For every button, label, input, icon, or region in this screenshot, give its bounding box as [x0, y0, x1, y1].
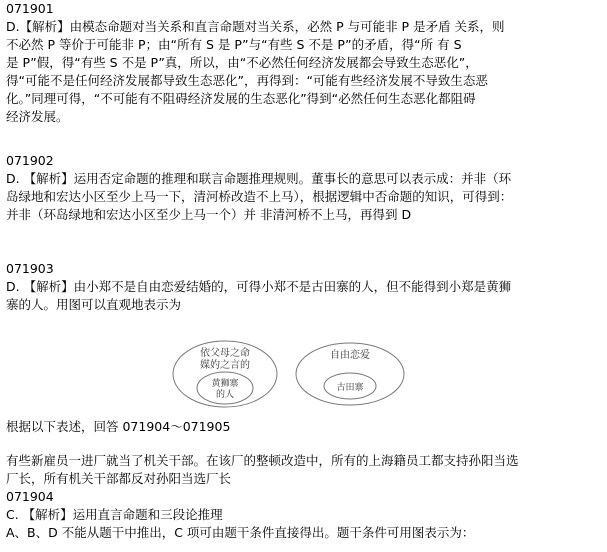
- question-id: 071904: [6, 489, 54, 504]
- huangshizhai-label: 黄狮寨: [211, 379, 239, 389]
- question-071901: [6, 0, 601, 126]
- answer-line: 岛绿地和宏达小区至少上马一下，清河桥改造不上马），根据逻辑中否命题的知识，可得到：: [6, 189, 513, 204]
- intro-line: 根据以下表述，回答 071904～071905: [6, 419, 231, 434]
- answer-line: 是 P”假，得“有些 S 不是 P”真，所以，由“不必然任何经济发展都会导致生态恶化”，: [6, 55, 478, 70]
- answer-line: 经济发展。: [6, 109, 69, 124]
- question-071904: [6, 488, 601, 542]
- answer-line: 寨的人。用图可以直观地表示为: [6, 297, 182, 312]
- free-love-label: 自由恋爱: [330, 350, 370, 361]
- answer-line: 化。”同理可得，“不可能有不阻碍经济发展的生态恶化”得到“必然任何生态恶化都阻碍: [6, 91, 476, 106]
- question-071902: [6, 152, 601, 224]
- gutianzhai-label: 古田寨: [336, 383, 364, 393]
- stem-line: 厂长，所有机关干部都反对孙阳当选厂长: [6, 471, 232, 486]
- answer-line: D.【解析】由模态命题对当关系和直言命题对当关系，必然 P 与可能非 P 是矛盾 关系，则: [6, 19, 505, 34]
- question-id: 071903: [6, 261, 54, 276]
- answer-line: A、B、D 不能从题干中推出，C 项可由题干条件直接得出。题干条件可用图表示为：: [6, 525, 475, 540]
- answer-line: C. 【解析】运用直言命题和三段论推理: [6, 507, 223, 522]
- set-diagram: [160, 340, 430, 410]
- parent-arranged-label: 依父母之命: [200, 348, 250, 359]
- question-id: 071902: [6, 153, 54, 168]
- question-071903: [6, 260, 601, 314]
- parent-arranged-label: 媒妁之言的: [200, 360, 250, 371]
- section-intro: [6, 418, 601, 436]
- answer-line: D. 【解析】运用否定命题的推理和联言命题推理规则。董事长的意思可以表示成：并非（环: [6, 171, 512, 186]
- answer-line: 得“可能不是任何经济发展都导致生态恶化”，再得到：“可能有些经济发展不导致生态恶: [6, 73, 488, 88]
- answer-line: D. 【解析】由小郑不是自由恋爱结婚的，可得小郑不是古田寨的人，但不能得到小郑是黄狮: [6, 279, 512, 294]
- stem-line: 有些新雇员一进厂就当了机关干部。在该厂的整顿改造中，所有的上海籍员工都支持孙阳当选: [6, 453, 519, 468]
- huangshizhai-label: 的人: [215, 390, 235, 400]
- answer-line: 并非（环岛绿地和宏达小区至少上马一个）并 非清河桥不上马，再得到 D: [6, 207, 412, 222]
- question-id: 071901: [6, 1, 54, 16]
- question-stem: [6, 452, 601, 488]
- answer-line: 不必然 P 等价于可能非 P；由“所有 S 是 P”与“有些 S 不是 P”的矛盾，得“所 有 S: [6, 37, 462, 52]
